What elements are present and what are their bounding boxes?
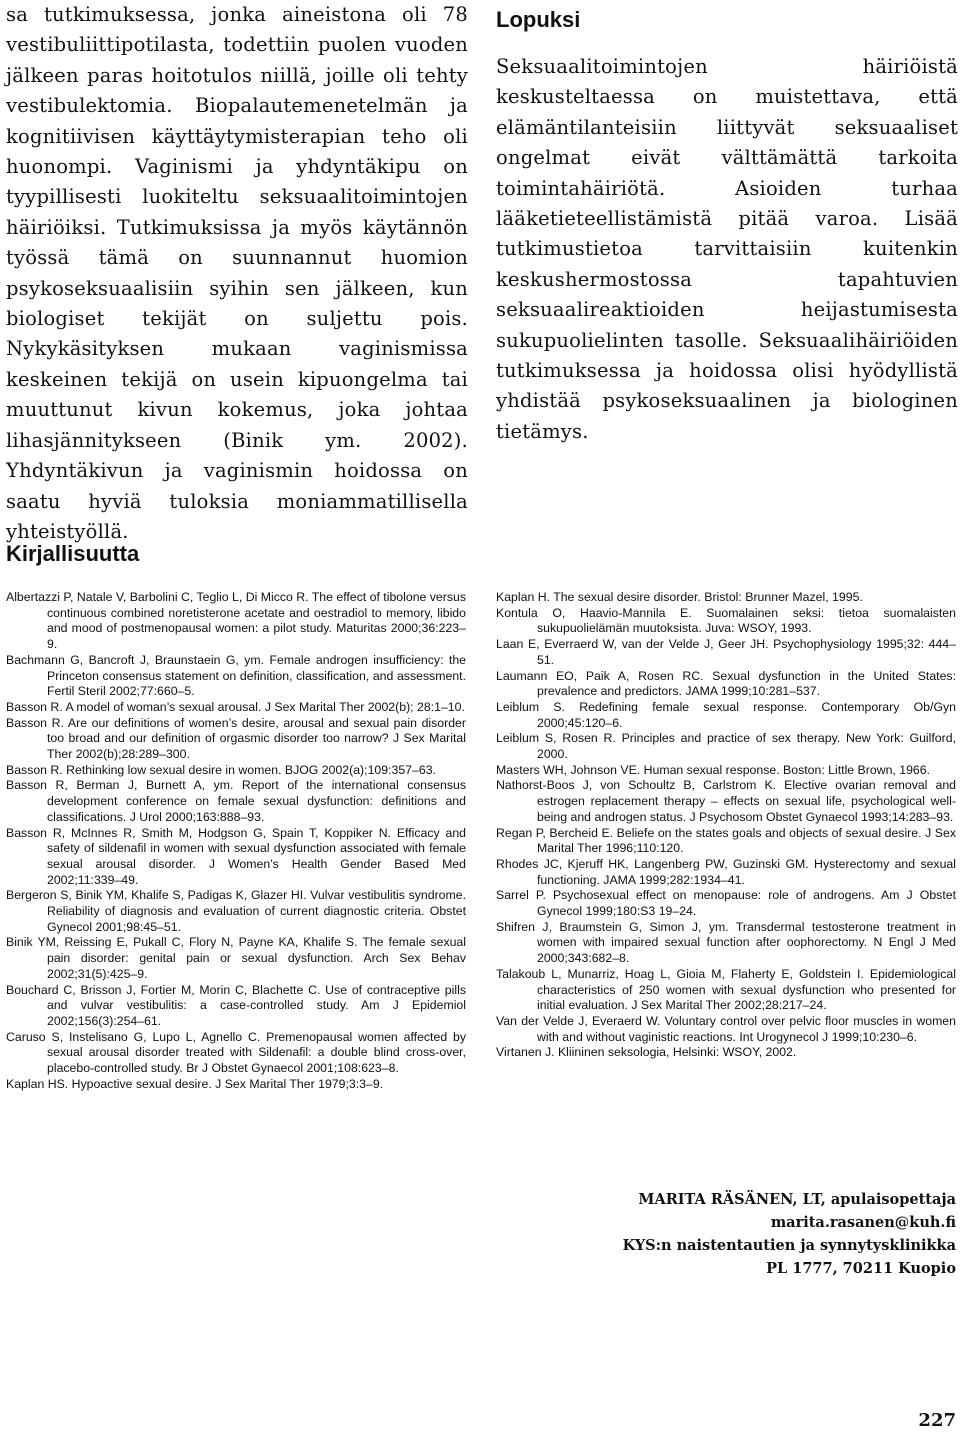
right-column-body — [496, 0, 958, 447]
reference-item: Kaplan H. The sexual desire disorder. Bristol: Brunner Mazel, 1995. — [496, 590, 863, 604]
reference-item: Talakoub L, Munarriz, Hoag L, Gioia M, Flaherty E, Goldstein I. Epidemiological characteristics of 250 women with sexual dysfunction who presented for initial evaluation. J Sex Marital Ther 2002;28:217–24. — [496, 966, 956, 1013]
author-block — [623, 1188, 956, 1280]
reference-item: Bergeron S, Binik YM, Khalife S, Padigas K, Glazer HI. Vulvar vestibulitis syndrome. Reliability of diagnosis and evaluation of current diagnostic criteria. Obstet Gynecol 2001;98:45–51. — [6, 888, 466, 934]
reference-item: Basson R, McInnes R, Smith M, Hodgson G, Spain T, Koppiker N. Efficacy and safety of sildenafil in women with sexual dysfunction associated with female sexual arousal disorder. J Women’s Health Gender Based Med 2002;11:339–49. — [6, 825, 466, 887]
section-heading-lopuksi: Lopuksi — [496, 7, 581, 32]
reference-item: Basson R. Rethinking low sexual desire in women. BJOG 2002(a);109:357–63. — [6, 762, 436, 777]
reference-item: Masters WH, Johnson VE. Human sexual response. Boston: Little Brown, 1966. — [496, 762, 931, 777]
lopuksi-text — [496, 52, 958, 447]
author-email: marita.rasanen@kuh.fi — [770, 1214, 956, 1231]
reference-item: Basson R, Berman J, Burnett A, ym. Report of the international consensus development conference on female sexual dysfunction: definitions and classifications. J Urol 2000;163:888–93. — [6, 778, 466, 824]
reference-item: Bouchard C, Brisson J, Fortier M, Morin C, Blachette C. Use of contraceptive pills and vulvar vestibulitis: a case-controlled study. Am J Epidemiol 2002;156(3):254–61. — [6, 982, 466, 1028]
reference-item: Binik YM, Reissing E, Pukall C, Flory N, Payne KA, Khalife S. The female sexual pain disorder: genital pain or sexual dysfunction. Arch Sex Behav 2002;31(5):425–9. — [6, 935, 466, 981]
left-column-paragraph: sa tutkimuksessa, jonka aineistona oli 78 vestibuliittipotilasta, todettiin puolen vuoden jälkeen paras hoitotulos niillä, joille oli tehty vestibulektomia. Biopalautemenetelmän ja kognitiivisen käyttäytymisterapian teho oli huonompi. Vaginismi ja yhdyntäkipu on tyypillisesti luokiteltu seksuaalitoimintojen häiriöiksi. Tutkimuksissa ja myös käytännön työssä tämä on suunnannut huomion psykoseksuaalisiin syihin sen jälkeen, kun biologiset tekijät on suljettu pois. Nykykäsityksen mukaan vaginismissa keskeinen tekijä on usein kipuongelma tai muuttunut kivun kokemus, joka johtaa lihasjännitykseen (Binik ym. 2002). Yhdyntäkivun ja vaginismin hoidossa on saatu hyviä tuloksia moniammatillisella yhteistyöllä. — [6, 3, 468, 543]
author-clinic: KYS:n naistentautien ja synnytysklinikka — [622, 1237, 956, 1254]
reference-item: Kaplan HS. Hypoactive sexual desire. J Sex Marital Ther 1979;3:3–9. — [6, 1076, 384, 1091]
reference-item: Albertazzi P, Natale V, Barbolini C, Teglio L, Di Micco R. The effect of tibolone versus continuous combined noretisterone acetate and oestradiol to memory, libido and mood of postmenopausal women: a pilot study. Maturitas 2000;36:223–9. — [6, 590, 467, 652]
reference-item: Virtanen J. Kliininen seksologia, Helsinki: WSOY, 2002. — [496, 1045, 797, 1060]
reference-item: Nathorst-Boos J, von Schoultz B, Carlstrom K. Elective ovarian removal and estrogen replacement therapy – effects on sexual life, psychological well-being and androgen status. J Psychosom Obstet Gynaecol 1993;14:283–93. — [496, 778, 956, 824]
reference-item: Caruso S, Instelisano G, Lupo L, Agnello C. Premenopausal women affected by sexual arousal disorder treated with Sildenafil: a double blind cross-over, placebo-controlled study. Br J Obstet Gynaecol 2001;108:623–8. — [6, 1029, 466, 1076]
reference-item: Basson R. A model of woman’s sexual arousal. J Sex Marital Ther 2002(b); 28:1–10. — [6, 699, 465, 714]
reference-item: Van der Velde J, Everaerd W. Voluntary control over pelvic floor muscles in women with and without vaginistic reactions. Int Urogynecol J 1999;10:230–6. — [496, 1013, 956, 1044]
reference-item: Basson R. Are our definitions of women’s desire, arousal and sexual pain disorder too broad and our definition of orgasmic disorder too narrow? J Sex Marital Ther 2002(b);28:289–300. — [6, 715, 466, 762]
reference-item: Kontula O, Haavio-Mannila E. Suomalainen seksi: tietoa suomalaisten sukupuolielämän muutoksista. Juva: WSOY, 1993. — [496, 605, 956, 636]
references-left-column — [6, 590, 466, 1093]
page-number: 227 — [918, 1410, 956, 1431]
reference-item: Laumann EO, Paik A, Rosen RC. Sexual dysfunction in the United States: prevalence and predictors. JAMA 1999;10:281–537. — [496, 668, 956, 699]
author-name: MARITA RÄSÄNEN, LT, apulaisopettaja — [638, 1191, 956, 1208]
reference-item: Bachmann G, Bancroft J, Braunstaein G, ym. Female androgen insufficiency: the Princeton consensus statement on definition, classification, and assessment. Fertil Steril 2002;77:660–5. — [6, 652, 466, 699]
lopuksi-paragraph: Seksuaalitoimintojen häiriöistä keskusteltaessa on muistettava, että elämäntilanteisiin liittyvät seksuaaliset ongelmat eivät välttämättä tarkoita toimintahäiriötä. Asioiden turhaa lääketieteellistämistä pitää varoa. Lisää tutkimustietoa tarvittaisiin kuitenkin keskushermostossa tapahtuvien seksuaalireaktioiden heijastumisesta sukupuolielinten tasolle. Seksuaalihäiriöiden tutkimuksessa ja hoidossa olisi hyödyllistä yhdistää psykoseksuaalinen ja biologinen tietämys. — [496, 55, 958, 443]
left-column-body — [6, 0, 468, 547]
references-right-column — [496, 590, 956, 1061]
reference-item: Sarrel P. Psychosexual effect on menopause: role of androgens. Am J Obstet Gynecol 1999;180:S3 19–24. — [496, 888, 956, 919]
reference-item: Laan E, Everraerd W, van der Velde J, Geer JH. Psychophysiology 1995;32: 444–51. — [496, 637, 956, 667]
reference-item: Shifren J, Braumstein G, Simon J, ym. Transdermal testosterone treatment in women with impaired sexual function after oophorectomy. N Engl J Med 2000;343:682–8. — [496, 919, 956, 966]
reference-item: Regan P, Bercheid E. Beliefe on the states goals and objects of sexual desire. J Sex Marital Ther 1996;110:120. — [496, 825, 956, 856]
reference-item: Leiblum S, Rosen R. Principles and practice of sex therapy. New York: Guilford, 2000. — [496, 731, 956, 762]
author-address: PL 1777, 70211 Kuopio — [766, 1260, 956, 1277]
references-heading: Kirjallisuutta — [6, 541, 140, 566]
reference-item: Leiblum S. Redefining female sexual response. Contemporary Ob/Gyn 2000;45:120–6. — [496, 699, 956, 730]
reference-item: Rhodes JC, Kjeruff HK, Langenberg PW, Guzinski GM. Hysterectomy and sexual functioning. JAMA 1999;282:1934–41. — [496, 856, 956, 887]
